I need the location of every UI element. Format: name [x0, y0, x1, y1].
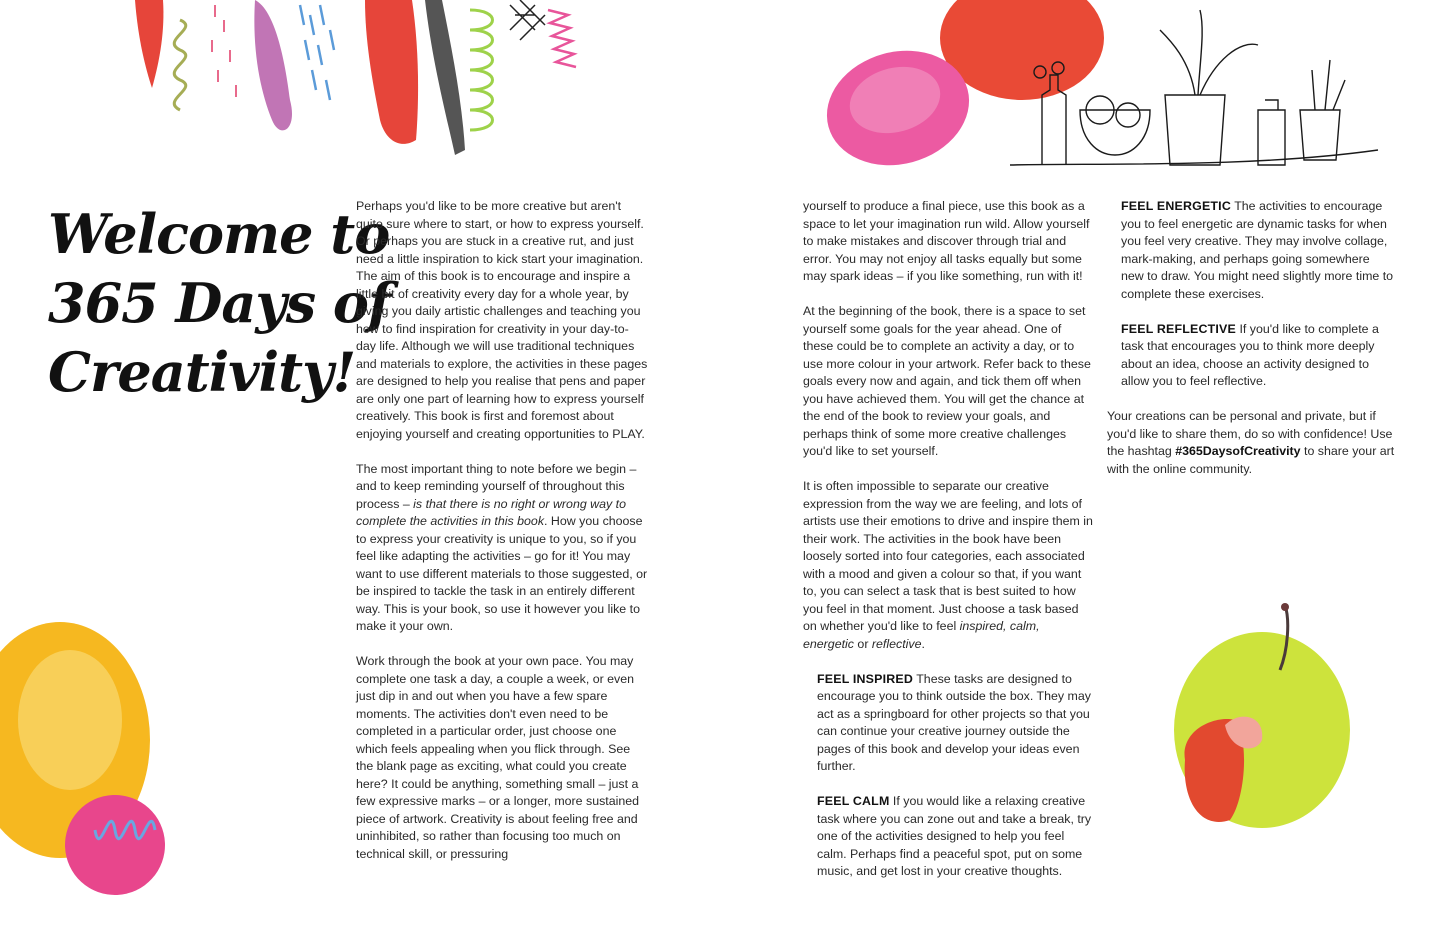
categories-emphasis-2: reflective [871, 636, 922, 651]
categories-paragraph [803, 478, 1093, 653]
pink-zigzag [548, 10, 576, 67]
red-wide-stroke [365, 0, 418, 144]
feel-calm-text: If you would like a relaxing creative task where you can zone out and take a break, try one of the activities designed to help you feel calm. Perhaps find a peaceful spot, put on some music, and get lost in your creative thoughts. [817, 794, 1092, 878]
hashtag: #365DaysofCreativity [1175, 444, 1301, 458]
goals-paragraph: At the beginning of the book, there is a space to set yourself some goals for the year ahead. One of these could be to complete an activity a day, or to use more colour in your artwork. Refer back to these goals every now and again, and tick them off when you have achieved them. You will get the chance at the end of the book to review your goals, and perhaps think of some more creative challenges you'd like to set yourself. [803, 304, 1091, 458]
green-loops [174, 20, 186, 110]
black-crosshatch [510, 0, 545, 40]
important-note-paragraph [356, 461, 648, 636]
note-text-a: The most important thing to note before we begin – and to keep reminding yourself of throughout this process – [356, 461, 637, 511]
feel-energetic-paragraph [1107, 198, 1395, 303]
feel-energetic-label: FEEL ENERGETIC [1121, 199, 1231, 213]
apple-illustration [1174, 603, 1350, 828]
categories-or: or [853, 636, 872, 651]
page-title [48, 200, 391, 407]
red-stroke [135, 0, 163, 88]
categories-end: . [921, 636, 925, 651]
note-text-b: . How you choose to express your creativity is unique to you, so if you feel like adapting the activities – go for it! You may want to use different materials to those suggested, or be inspired to tackle the task in an entirely different way. This is your book, so use it however you like to make it your own. [356, 514, 648, 633]
cup-outline [1300, 110, 1340, 160]
text-column-1 [356, 198, 648, 881]
brush-strokes-illustration [135, 0, 576, 155]
pink-dashes [212, 5, 236, 97]
jar-outline [1258, 100, 1285, 165]
feel-calm-label: FEEL CALM [817, 794, 890, 808]
share-text-a: Your creations can be personal and private, but if you'd like to share them, do so with confidence! Use the hashtag [1107, 409, 1393, 458]
feel-energetic-text: The activities to encourage you to feel energetic are dynamic tasks for when you feel very creative. They may involve collage, mark-making, and perhaps going somewhere new to draw. You might need slightly more time to complete these exercises. [1121, 199, 1394, 301]
intro-paragraph: Perhaps you'd like to be more creative but aren't quite sure where to start, or how to express yourself. Or perhaps you are stuck in a creative rut, and just need a little inspiration to kick start your imagination. The aim of this book is to encourage and inspire a little bit of creativity every day for a whole year, by giving you daily artistic challenges and teaching you how to find inspiration for creativity in your day-to-day life. Although we will use traditional techniques and materials to explore, the activities in these pages are designed to help you realise that pens and paper are only one part of learning how to express yourself creatively. This book is first and foremost about enjoying yourself and creating opportunities to PLAY. [356, 199, 648, 441]
kitchen-still-life-illustration [814, 0, 1378, 181]
table-line [1010, 150, 1378, 165]
plant-pot-outline [1165, 95, 1225, 165]
title-line-1: Welcome to [48, 202, 390, 266]
pace-paragraph: Work through the book at your own pace. You may complete one task a day, a couple a week, or even just dip in and out when you have a few spare moments. The activities don't even need to be completed in a particular order, just choose one which feels appealing when you flick through. See the blank page as exciting, what could you create here? It could be anything, something small – just a few expressive marks – or a longer, more sustained piece of artwork. Creativity is about feeling free and uninhibited, so rather than focusing too much on technical skill, or pressuring [356, 654, 640, 861]
charcoal-stroke [425, 0, 465, 155]
brushes [1312, 60, 1345, 110]
plant-leaves [1160, 10, 1258, 95]
imagination-paragraph: yourself to produce a final piece, use this book as a space to let your imagination run wild. Allow yourself to make mistakes and discover through trial and error. You may not enjoy all tasks equally but some may spark ideas – if you like something, run with it! [803, 199, 1090, 283]
feel-calm-paragraph [803, 793, 1093, 881]
feel-reflective-paragraph [1107, 321, 1395, 391]
title-line-3: Creativity! [48, 340, 356, 404]
note-emphasis: is that there is no right or wrong way to complete the activities in this book [356, 496, 626, 528]
fruit-2 [1116, 103, 1140, 127]
green-spiral [470, 10, 493, 130]
apple-stem-top [1281, 603, 1289, 611]
share-text-b: to share your art with the online community. [1107, 444, 1395, 476]
feel-reflective-text: If you'd like to complete a task that encourages you to think more deeply about an idea, choose an activity designed to allow you to feel reflective. [1121, 321, 1379, 388]
feel-inspired-text: These tasks are designed to encourage you to think outside the box. They may act as a springboard for other projects so that you can continue your creative journey outside the pages of this book and develop your ideas even further. [817, 671, 1091, 773]
text-column-2 [803, 198, 1093, 898]
purple-stroke [254, 0, 292, 130]
categories-emphasis: inspired, calm, energetic [803, 619, 1040, 651]
title-line-2: 365 Days of [48, 271, 391, 335]
categories-text: It is often impossible to separate our creative expression from the way we are feeling, and lots of artists use their emotions to drive and inspire them in their work. The activities in the book have been loosely sorted into four categories, each associated with a mood and given a colour so that, if you want to, you can select a task that is best suited to how you feel in that moment. Just choose a task based on whether you'd like to feel [803, 479, 1093, 633]
yellow-watercolor-illustration [0, 622, 179, 909]
feel-reflective-label: FEEL REFLECTIVE [1121, 321, 1236, 336]
share-paragraph [1107, 408, 1395, 478]
blue-dashes [300, 5, 334, 100]
text-column-3 [1107, 198, 1395, 496]
yellow-blob-light [18, 650, 122, 790]
feel-inspired-paragraph [803, 671, 1093, 776]
feel-inspired-label: FEEL INSPIRED [817, 671, 914, 686]
